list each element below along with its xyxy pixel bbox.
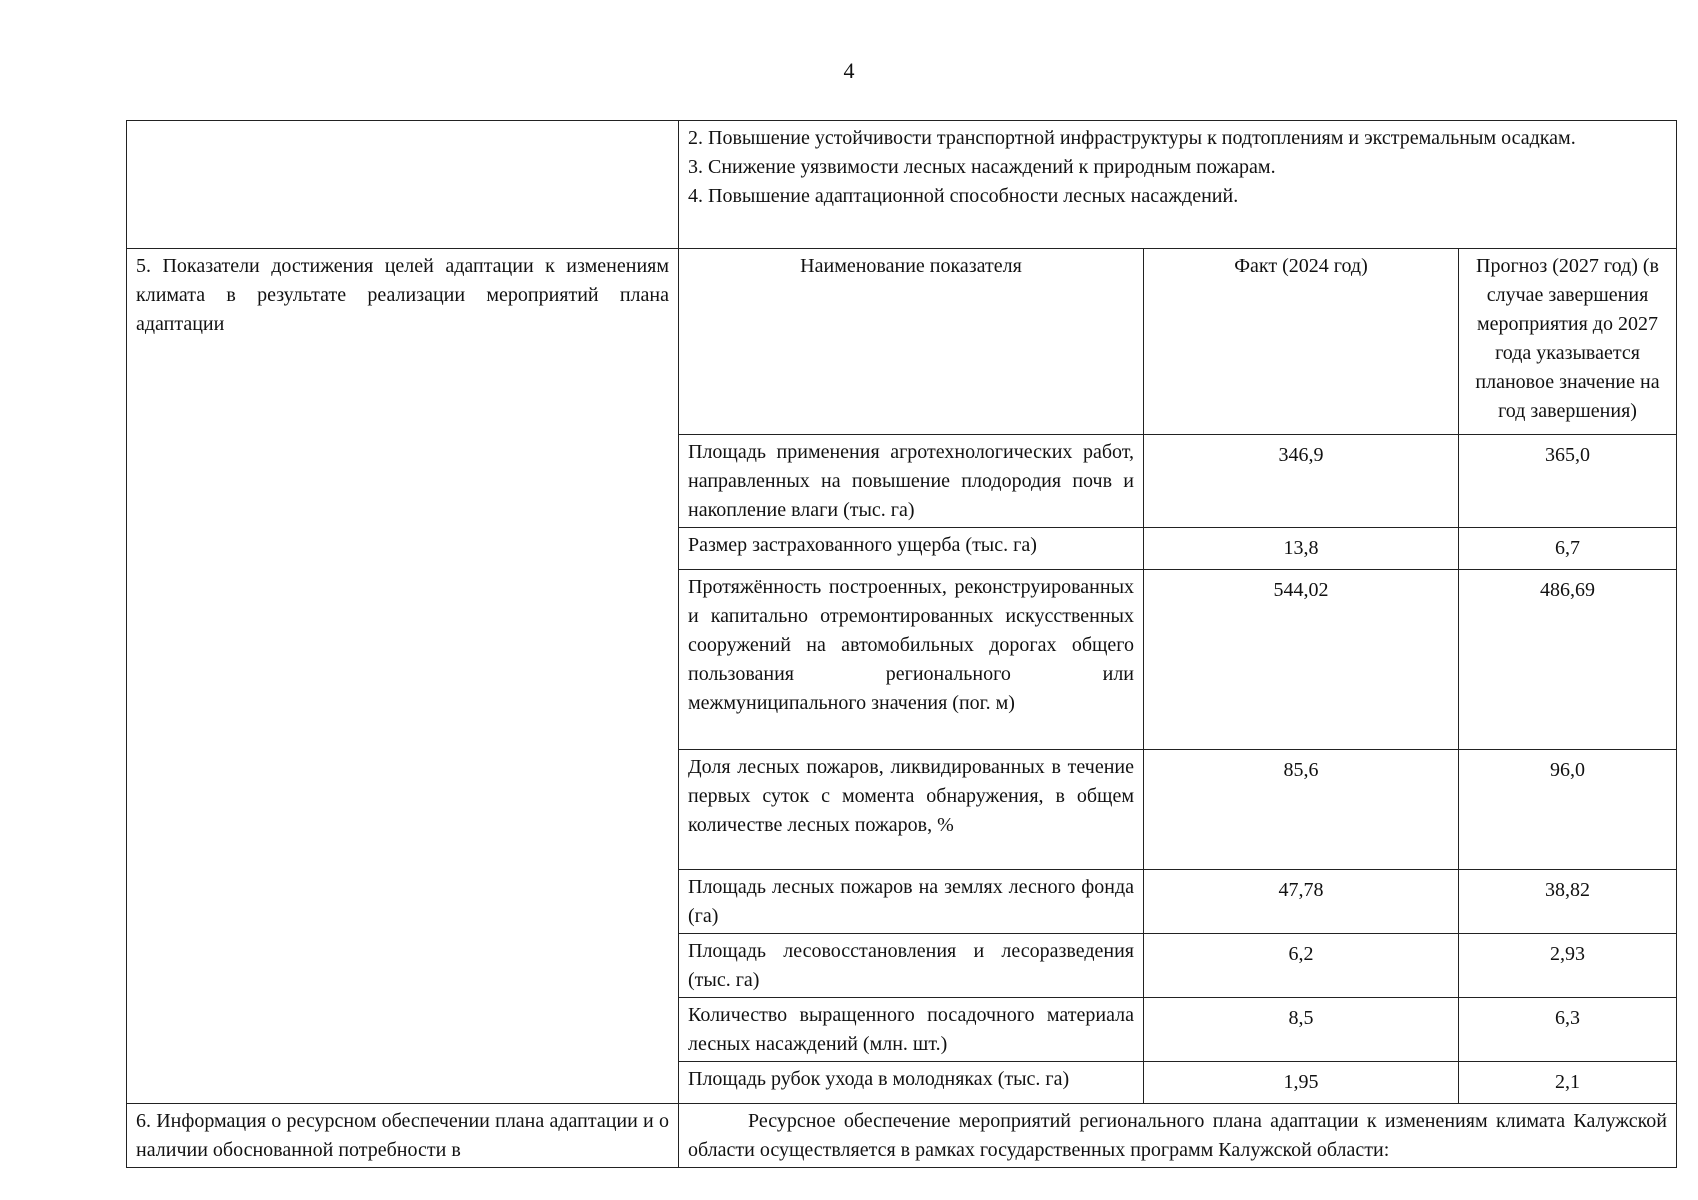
indicator-fact: 544,02: [1144, 570, 1459, 750]
header-fact-2024: Факт (2024 год): [1144, 249, 1459, 435]
indicator-name: Площадь применения агротехнологических работ, направленных на повышение плодородия почв и накопление влаги (тыс. га): [679, 435, 1144, 528]
indicator-forecast: 2,1: [1459, 1062, 1677, 1104]
indicator-name: Размер застрахованного ущерба (тыс. га): [679, 528, 1144, 570]
indicator-name: Доля лесных пожаров, ликвидированных в течение первых суток с момента обнаружения, в общем количестве лесных пожаров, %: [679, 750, 1144, 870]
section6-text: Ресурсное обеспечение мероприятий регионального плана адаптации к изменениям климата Калужской области осуществляется в рамках государственных программ Калужской области:: [679, 1104, 1677, 1168]
goal-item: 2. Повышение устойчивости транспортной инфраструктуры к подтоплениям и экстремальным осадкам.: [688, 127, 1576, 149]
indicator-name: Протяжённость построенных, реконструированных и капитально отремонтированных искусственных сооружений на автомобильных дорогах общего пользования регионального или межмуниципального значения (пог. м): [679, 570, 1144, 750]
empty-label-cell: [127, 121, 679, 249]
indicator-fact: 13,8: [1144, 528, 1459, 570]
indicator-forecast: 2,93: [1459, 934, 1677, 998]
page-number: 4: [843, 58, 855, 83]
indicator-header-row: [127, 249, 1677, 435]
goal-item: 3. Снижение уязвимости лесных насаждений к природным пожарам.: [688, 156, 1276, 178]
indicator-fact: 85,6: [1144, 750, 1459, 870]
resource-row: [127, 1104, 1677, 1168]
indicator-fact: 8,5: [1144, 998, 1459, 1062]
indicator-forecast: 38,82: [1459, 870, 1677, 934]
indicator-forecast: 96,0: [1459, 750, 1677, 870]
indicator-name: Площадь лесных пожаров на землях лесного фонда (га): [679, 870, 1144, 934]
header-forecast-2027: Прогноз (2027 год) (в случае завершения мероприятия до 2027 года указывается плановое значение на год завершения): [1459, 249, 1677, 435]
indicator-forecast: 365,0: [1459, 435, 1677, 528]
section6-label: 6. Информация о ресурсном обеспечении плана адаптации и о наличии обоснованной потребности в: [127, 1104, 679, 1168]
indicator-name: Площадь лесовосстановления и лесоразведения (тыс. га): [679, 934, 1144, 998]
goal-item: 4. Повышение адаптационной способности лесных насаждений.: [688, 185, 1239, 207]
indicator-forecast: 6,3: [1459, 998, 1677, 1062]
indicator-name: Количество выращенного посадочного материала лесных насаждений (млн. шт.): [679, 998, 1144, 1062]
section5-label: 5. Показатели достижения целей адаптации к изменениям климата в результате реализации мероприятий плана адаптации: [127, 249, 679, 1104]
indicator-fact: 47,78: [1144, 870, 1459, 934]
indicator-fact: 1,95: [1144, 1062, 1459, 1104]
goals-continuation-row: [127, 121, 1677, 249]
indicator-forecast: 486,69: [1459, 570, 1677, 750]
indicator-name: Площадь рубок ухода в молодняках (тыс. га): [679, 1062, 1144, 1104]
adaptation-plan-table: [126, 120, 1677, 1168]
goals-list-cell: [679, 121, 1677, 249]
header-indicator-name: Наименование показателя: [679, 249, 1144, 435]
indicator-fact: 6,2: [1144, 934, 1459, 998]
indicator-fact: 346,9: [1144, 435, 1459, 528]
indicator-forecast: 6,7: [1459, 528, 1677, 570]
